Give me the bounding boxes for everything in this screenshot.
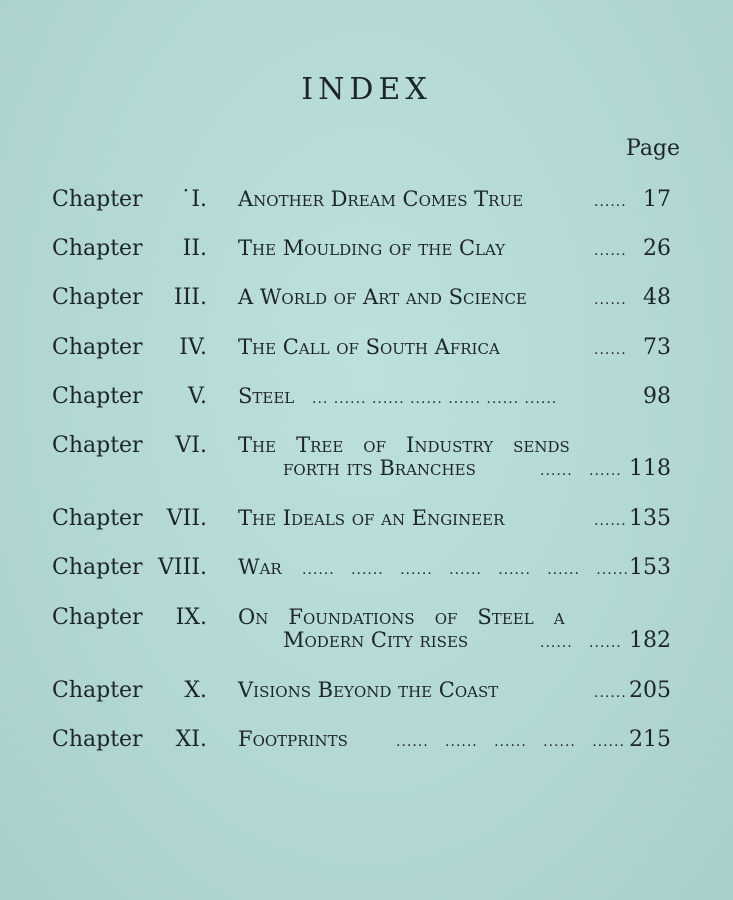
chapter-label: Chapter bbox=[52, 605, 143, 630]
chapter-label: Chapter bbox=[52, 506, 143, 531]
chapter-title: Another Dream Comes True bbox=[238, 187, 524, 211]
chapter-title: On Foundations of Steel a bbox=[238, 605, 565, 629]
leader-dots: ...... bbox=[594, 292, 627, 308]
chapter-numeral: ˙I. bbox=[180, 187, 207, 212]
page-number: 118 bbox=[629, 456, 671, 481]
chapter-numeral: VII. bbox=[166, 506, 207, 531]
chapter-title-continued: forth its Branches bbox=[283, 456, 476, 480]
chapter-label: Chapter bbox=[52, 285, 143, 310]
chapter-numeral: IV. bbox=[179, 335, 207, 360]
chapter-title: Visions Beyond the Coast bbox=[238, 678, 499, 702]
chapter-title: The Ideals of an Engineer bbox=[238, 506, 505, 530]
index-entry-6 bbox=[0, 433, 733, 493]
page-column-header: Page bbox=[626, 136, 681, 161]
page-number: 153 bbox=[629, 555, 671, 580]
chapter-title: The Call of South Africa bbox=[238, 335, 500, 359]
chapter-numeral: X. bbox=[184, 678, 207, 703]
leader-dots: ...... ...... bbox=[540, 463, 622, 479]
page-number: 215 bbox=[629, 727, 671, 752]
chapter-title-continued: Modern City rises bbox=[283, 628, 469, 652]
chapter-label: Chapter bbox=[52, 678, 143, 703]
leader-dots: ...... ...... ...... ...... ...... ...... ...... bbox=[302, 562, 630, 578]
leader-dots: ... ...... ...... ...... ...... ...... ...... bbox=[312, 391, 558, 407]
chapter-label: Chapter bbox=[52, 335, 143, 360]
chapter-numeral: III. bbox=[173, 285, 207, 310]
page-number: 135 bbox=[629, 506, 671, 531]
chapter-numeral: II. bbox=[182, 236, 207, 261]
leader-dots: ...... bbox=[594, 685, 627, 701]
chapter-label: Chapter bbox=[52, 555, 143, 580]
leader-dots: ...... bbox=[594, 342, 627, 358]
chapter-label: Chapter bbox=[52, 433, 143, 458]
leader-dots: ...... ...... ...... ...... ...... bbox=[396, 734, 625, 750]
page-number: 205 bbox=[629, 678, 671, 703]
chapter-label: Chapter bbox=[52, 727, 143, 752]
page-number: 17 bbox=[643, 187, 671, 212]
leader-dots: ...... bbox=[594, 243, 627, 259]
chapter-title: The Moulding of the Clay bbox=[238, 236, 506, 260]
chapter-numeral: VIII. bbox=[158, 555, 207, 580]
chapter-title: War bbox=[238, 555, 282, 579]
index-entry-9 bbox=[0, 605, 733, 665]
chapter-title: A World of Art and Science bbox=[238, 285, 527, 309]
leader-dots: ...... ...... bbox=[540, 635, 622, 651]
chapter-numeral: V. bbox=[187, 384, 207, 409]
chapter-numeral: IX. bbox=[175, 605, 207, 630]
chapter-title: Footprints bbox=[238, 727, 348, 751]
page-number: 182 bbox=[629, 628, 671, 653]
chapter-title: The Tree of Industry sends bbox=[238, 433, 570, 457]
leader-dots: ...... bbox=[594, 194, 627, 210]
chapter-label: Chapter bbox=[52, 384, 143, 409]
page-number: 73 bbox=[643, 335, 671, 360]
chapter-label: Chapter bbox=[52, 187, 143, 212]
chapter-numeral: XI. bbox=[175, 727, 207, 752]
leader-dots: ...... bbox=[594, 513, 627, 529]
chapter-numeral: VI. bbox=[175, 433, 207, 458]
index-title: INDEX bbox=[301, 72, 432, 107]
page-number: 98 bbox=[643, 384, 671, 409]
page-number: 48 bbox=[643, 285, 671, 310]
chapter-title: Steel bbox=[238, 384, 295, 408]
chapter-label: Chapter bbox=[52, 236, 143, 261]
page-number: 26 bbox=[643, 236, 671, 261]
index-entry-11 bbox=[0, 727, 733, 787]
